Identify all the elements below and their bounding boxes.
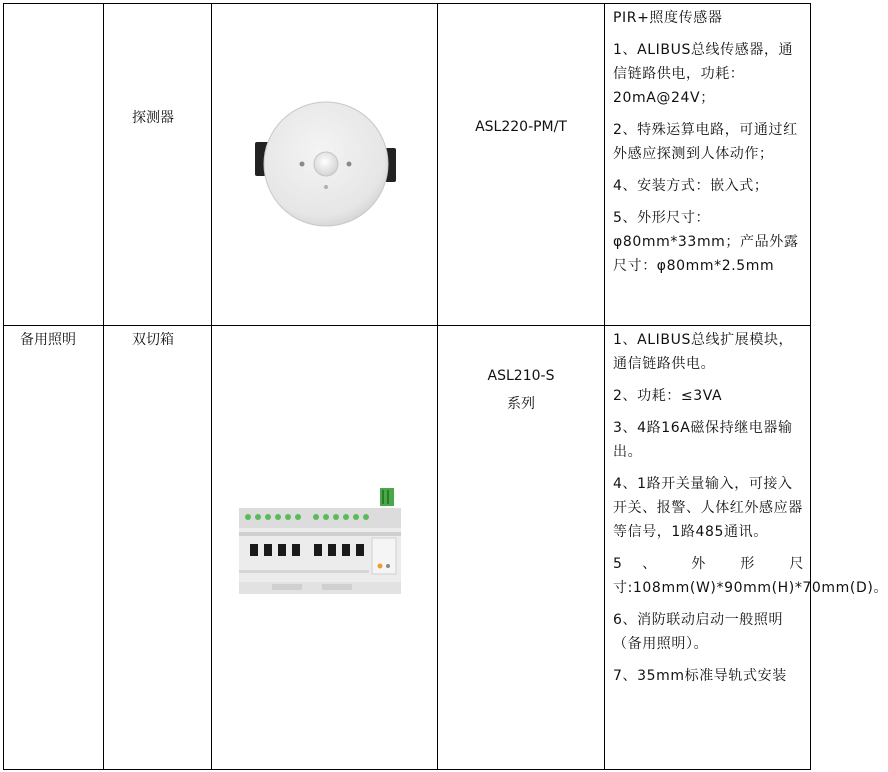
pir-sensor-image [212, 4, 438, 325]
image-cell [212, 4, 438, 326]
desc-line: 寸:108mm(W)*90mm(H)*70mm(D)。 [613, 580, 888, 596]
desc-line: 5 、 外 形 尺 [613, 556, 804, 572]
description-cell [605, 326, 888, 770]
table-row [4, 4, 811, 326]
category-cell [4, 326, 104, 770]
spec-table [3, 3, 888, 770]
model-cell [438, 4, 605, 326]
desc-line: 2、特殊运算电路，可通过红外感应探测到人体动作； [613, 122, 798, 162]
device-name: 双切箱 [132, 332, 174, 348]
desc-line: 4、安装方式：嵌入式； [613, 178, 769, 194]
name-cell [104, 4, 212, 326]
desc-line: 1、ALIBUS总线扩展模块，通信链路供电。 [613, 332, 794, 372]
description-cell [605, 4, 811, 326]
desc-line: 6、消防联动启动一般照明（备用照明）。 [613, 612, 784, 652]
desc-line: 5、外形尺寸：φ80mm*33mm；产品外露尺寸：φ80mm*2.5mm [613, 210, 799, 274]
category-cell [4, 4, 104, 326]
description [605, 326, 888, 688]
name-cell [104, 326, 212, 770]
model-series: 系列 [507, 396, 535, 412]
table-row [4, 326, 811, 770]
desc-line: 2、功耗：≤3VA [613, 388, 723, 404]
model-cell [438, 326, 605, 770]
model-number: ASL220-PM/T [475, 119, 567, 135]
model-number: ASL210-S [487, 368, 555, 384]
desc-line: 3、4路16A磁保持继电器输出。 [613, 420, 793, 460]
desc-line: PIR+照度传感器 [613, 10, 723, 26]
device-name: 探测器 [132, 110, 174, 126]
desc-line: 1、ALIBUS总线传感器，通信链路供电，功耗：20mA@24V； [613, 42, 794, 106]
dual-switch-box-image [212, 326, 438, 769]
desc-line: 7、35mm标准导轨式安装 [613, 668, 787, 684]
category-label: 备用照明 [20, 332, 76, 348]
image-cell [212, 326, 438, 770]
desc-line: 4、1路开关量输入，可接入开关、报警、人体红外感应器等信号，1路485通讯。 [613, 476, 803, 540]
description [605, 4, 810, 278]
